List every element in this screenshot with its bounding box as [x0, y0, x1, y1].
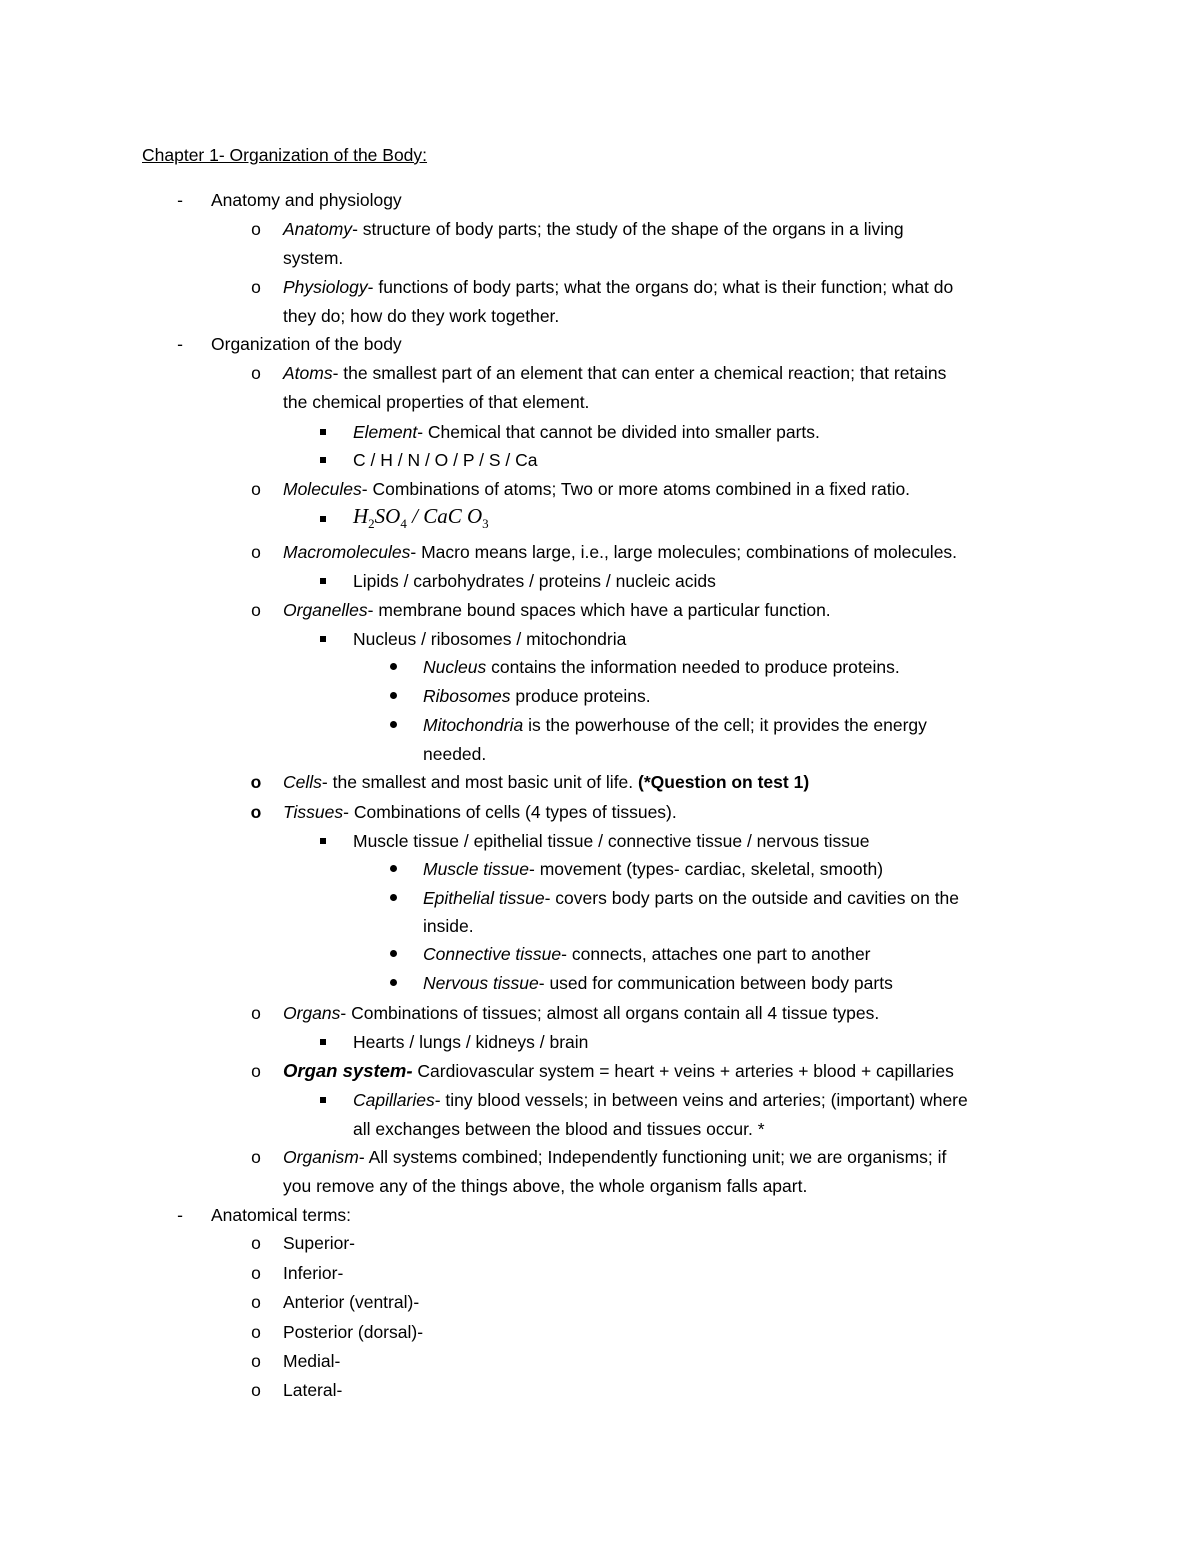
round-bullet	[386, 858, 400, 880]
circle-marker: o	[251, 542, 261, 562]
macromolecules-list: Lipids / carbohydrates / proteins / nucleic acids	[353, 571, 716, 591]
square-bullet	[316, 570, 330, 592]
element-line: Element- Chemical that cannot be divided into smaller parts.	[353, 422, 820, 442]
tissues-line: Tissues- Combinations of cells (4 types of tissues).	[283, 802, 677, 822]
circle-marker: o	[250, 772, 262, 792]
molecules-term: Molecules	[283, 479, 362, 499]
atoms-line-cont: the chemical properties of that element.	[283, 392, 590, 412]
square-bullet	[316, 628, 330, 650]
muscle-tissue-term: Muscle tissue	[423, 859, 530, 879]
epithelial-tissue-line: Epithelial tissue- covers body parts on the outside and cavities on the	[423, 888, 960, 908]
molecules-line: Molecules- Combinations of atoms; Two or more atoms combined in a fixed ratio.	[283, 479, 911, 499]
term-superior: Superior-	[283, 1233, 355, 1253]
atoms-line: Atoms- the smallest part of an element that can enter a chemical reaction; that retains	[283, 363, 947, 383]
anatomy-line-cont: system.	[283, 248, 344, 268]
mitochondria-term: Mitochondria	[423, 715, 524, 735]
macromolecules-line: Macromolecules- Macro means large, i.e., large molecules; combinations of molecules.	[283, 542, 958, 562]
mitochondria-line-cont: needed.	[423, 744, 487, 764]
dash-marker: -	[177, 334, 183, 354]
organs-line: Organs- Combinations of tissues; almost all organs contain all 4 tissue types.	[283, 1003, 880, 1023]
mitochondria-line: Mitochondria is the powerhouse of the cell; it provides the energy	[423, 715, 927, 735]
organ-system-line: Organ system- Cardiovascular system = heart + veins + arteries + blood + capillaries	[283, 1060, 954, 1081]
square-bullet	[316, 421, 330, 443]
term-inferior: Inferior-	[283, 1263, 344, 1283]
anatomy-term: Anatomy	[283, 219, 353, 239]
section-heading-anatomical-terms: Anatomical terms:	[211, 1205, 352, 1225]
muscle-tissue-line: Muscle tissue- movement (types- cardiac, skeletal, smooth)	[423, 859, 884, 879]
circle-marker: o	[251, 219, 261, 239]
section-heading-anatomy-physiology: Anatomy and physiology	[211, 190, 402, 210]
element-term: Element	[353, 422, 418, 442]
circle-marker: o	[251, 1292, 261, 1312]
nucleus-line: Nucleus contains the information needed to produce proteins.	[423, 657, 900, 677]
circle-marker: o	[251, 1263, 261, 1283]
round-bullet	[386, 887, 400, 909]
round-bullet	[386, 656, 400, 678]
elements-list: C / H / N / O / P / S / Ca	[353, 450, 538, 470]
dash-marker: -	[177, 1205, 183, 1225]
dash-marker: -	[177, 190, 183, 210]
epithelial-tissue-term: Epithelial tissue	[423, 888, 545, 908]
circle-marker: o	[251, 363, 261, 383]
physiology-line: Physiology- functions of body parts; what the organs do; what is their function; what do	[283, 277, 954, 297]
ribosomes-term: Ribosomes	[423, 686, 511, 706]
physiology-line-cont: they do; how do they work together.	[283, 306, 560, 326]
nervous-tissue-line: Nervous tissue- used for communication between body parts	[423, 973, 893, 993]
connective-tissue-term: Connective tissue	[423, 944, 562, 964]
capillaries-term: Capillaries	[353, 1090, 435, 1110]
term-medial: Medial-	[283, 1351, 341, 1371]
circle-marker: o	[251, 479, 261, 499]
term-posterior: Posterior (dorsal)-	[283, 1322, 424, 1342]
organ-system-term: Organ system-	[283, 1060, 413, 1081]
circle-marker: o	[251, 1380, 261, 1400]
cells-line: Cells- the smallest and most basic unit of life. (*Question on test 1)	[283, 772, 810, 792]
chapter-title: Chapter 1- Organization of the Body:	[142, 145, 428, 165]
atoms-term: Atoms	[283, 363, 333, 383]
nucleus-term: Nucleus	[423, 657, 487, 677]
organelles-term: Organelles	[283, 600, 368, 620]
term-anterior: Anterior (ventral)-	[283, 1292, 420, 1312]
organism-line-cont: you remove any of the things above, the whole organism falls apart.	[283, 1176, 808, 1196]
cells-term: Cells	[283, 772, 322, 792]
term-lateral: Lateral-	[283, 1380, 343, 1400]
organelles-line: Organelles- membrane bound spaces which have a particular function.	[283, 600, 831, 620]
organelles-list: Nucleus / ribosomes / mitochondria	[353, 629, 627, 649]
capillaries-line-cont: all exchanges between the blood and tissues occur. *	[353, 1119, 765, 1139]
tissues-list: Muscle tissue / epithelial tissue / connective tissue / nervous tissue	[353, 831, 870, 851]
round-bullet	[386, 972, 400, 994]
organs-list: Hearts / lungs / kidneys / brain	[353, 1032, 589, 1052]
organs-term: Organs	[283, 1003, 341, 1023]
square-bullet	[316, 508, 330, 530]
nervous-tissue-term: Nervous tissue	[423, 973, 539, 993]
circle-marker: o	[251, 1061, 261, 1081]
chemical-formula: $H_2SO_4$ / CaC $O_3$	[353, 504, 489, 531]
circle-marker: o	[251, 600, 261, 620]
anatomy-line: Anatomy- structure of body parts; the study of the shape of the organs in a living	[283, 219, 904, 239]
circle-marker: o	[251, 1233, 261, 1253]
section-heading-organization: Organization of the body	[211, 334, 402, 354]
square-bullet	[316, 1031, 330, 1053]
organism-line: Organism- All systems combined; Independently functioning unit; we are organisms; if	[283, 1147, 947, 1167]
circle-marker: o	[251, 1322, 261, 1342]
square-bullet	[316, 1089, 330, 1111]
ribosomes-line: Ribosomes produce proteins.	[423, 686, 651, 706]
circle-marker: o	[251, 1147, 261, 1167]
physiology-term: Physiology	[283, 277, 368, 297]
round-bullet	[386, 685, 400, 707]
epithelial-tissue-line-cont: inside.	[423, 916, 474, 936]
macromolecules-term: Macromolecules	[283, 542, 411, 562]
circle-marker: o	[251, 277, 261, 297]
connective-tissue-line: Connective tissue- connects, attaches one part to another	[423, 944, 871, 964]
organism-term: Organism	[283, 1147, 359, 1167]
circle-marker: o	[250, 802, 262, 822]
round-bullet	[386, 943, 400, 965]
square-bullet	[316, 449, 330, 471]
square-bullet	[316, 830, 330, 852]
test-question-note: (*Question on test 1)	[638, 772, 810, 792]
round-bullet	[386, 714, 400, 736]
circle-marker: o	[251, 1351, 261, 1371]
tissues-term: Tissues	[283, 802, 344, 822]
capillaries-line: Capillaries- tiny blood vessels; in between veins and arteries; (important) where	[353, 1090, 968, 1110]
circle-marker: o	[251, 1003, 261, 1023]
